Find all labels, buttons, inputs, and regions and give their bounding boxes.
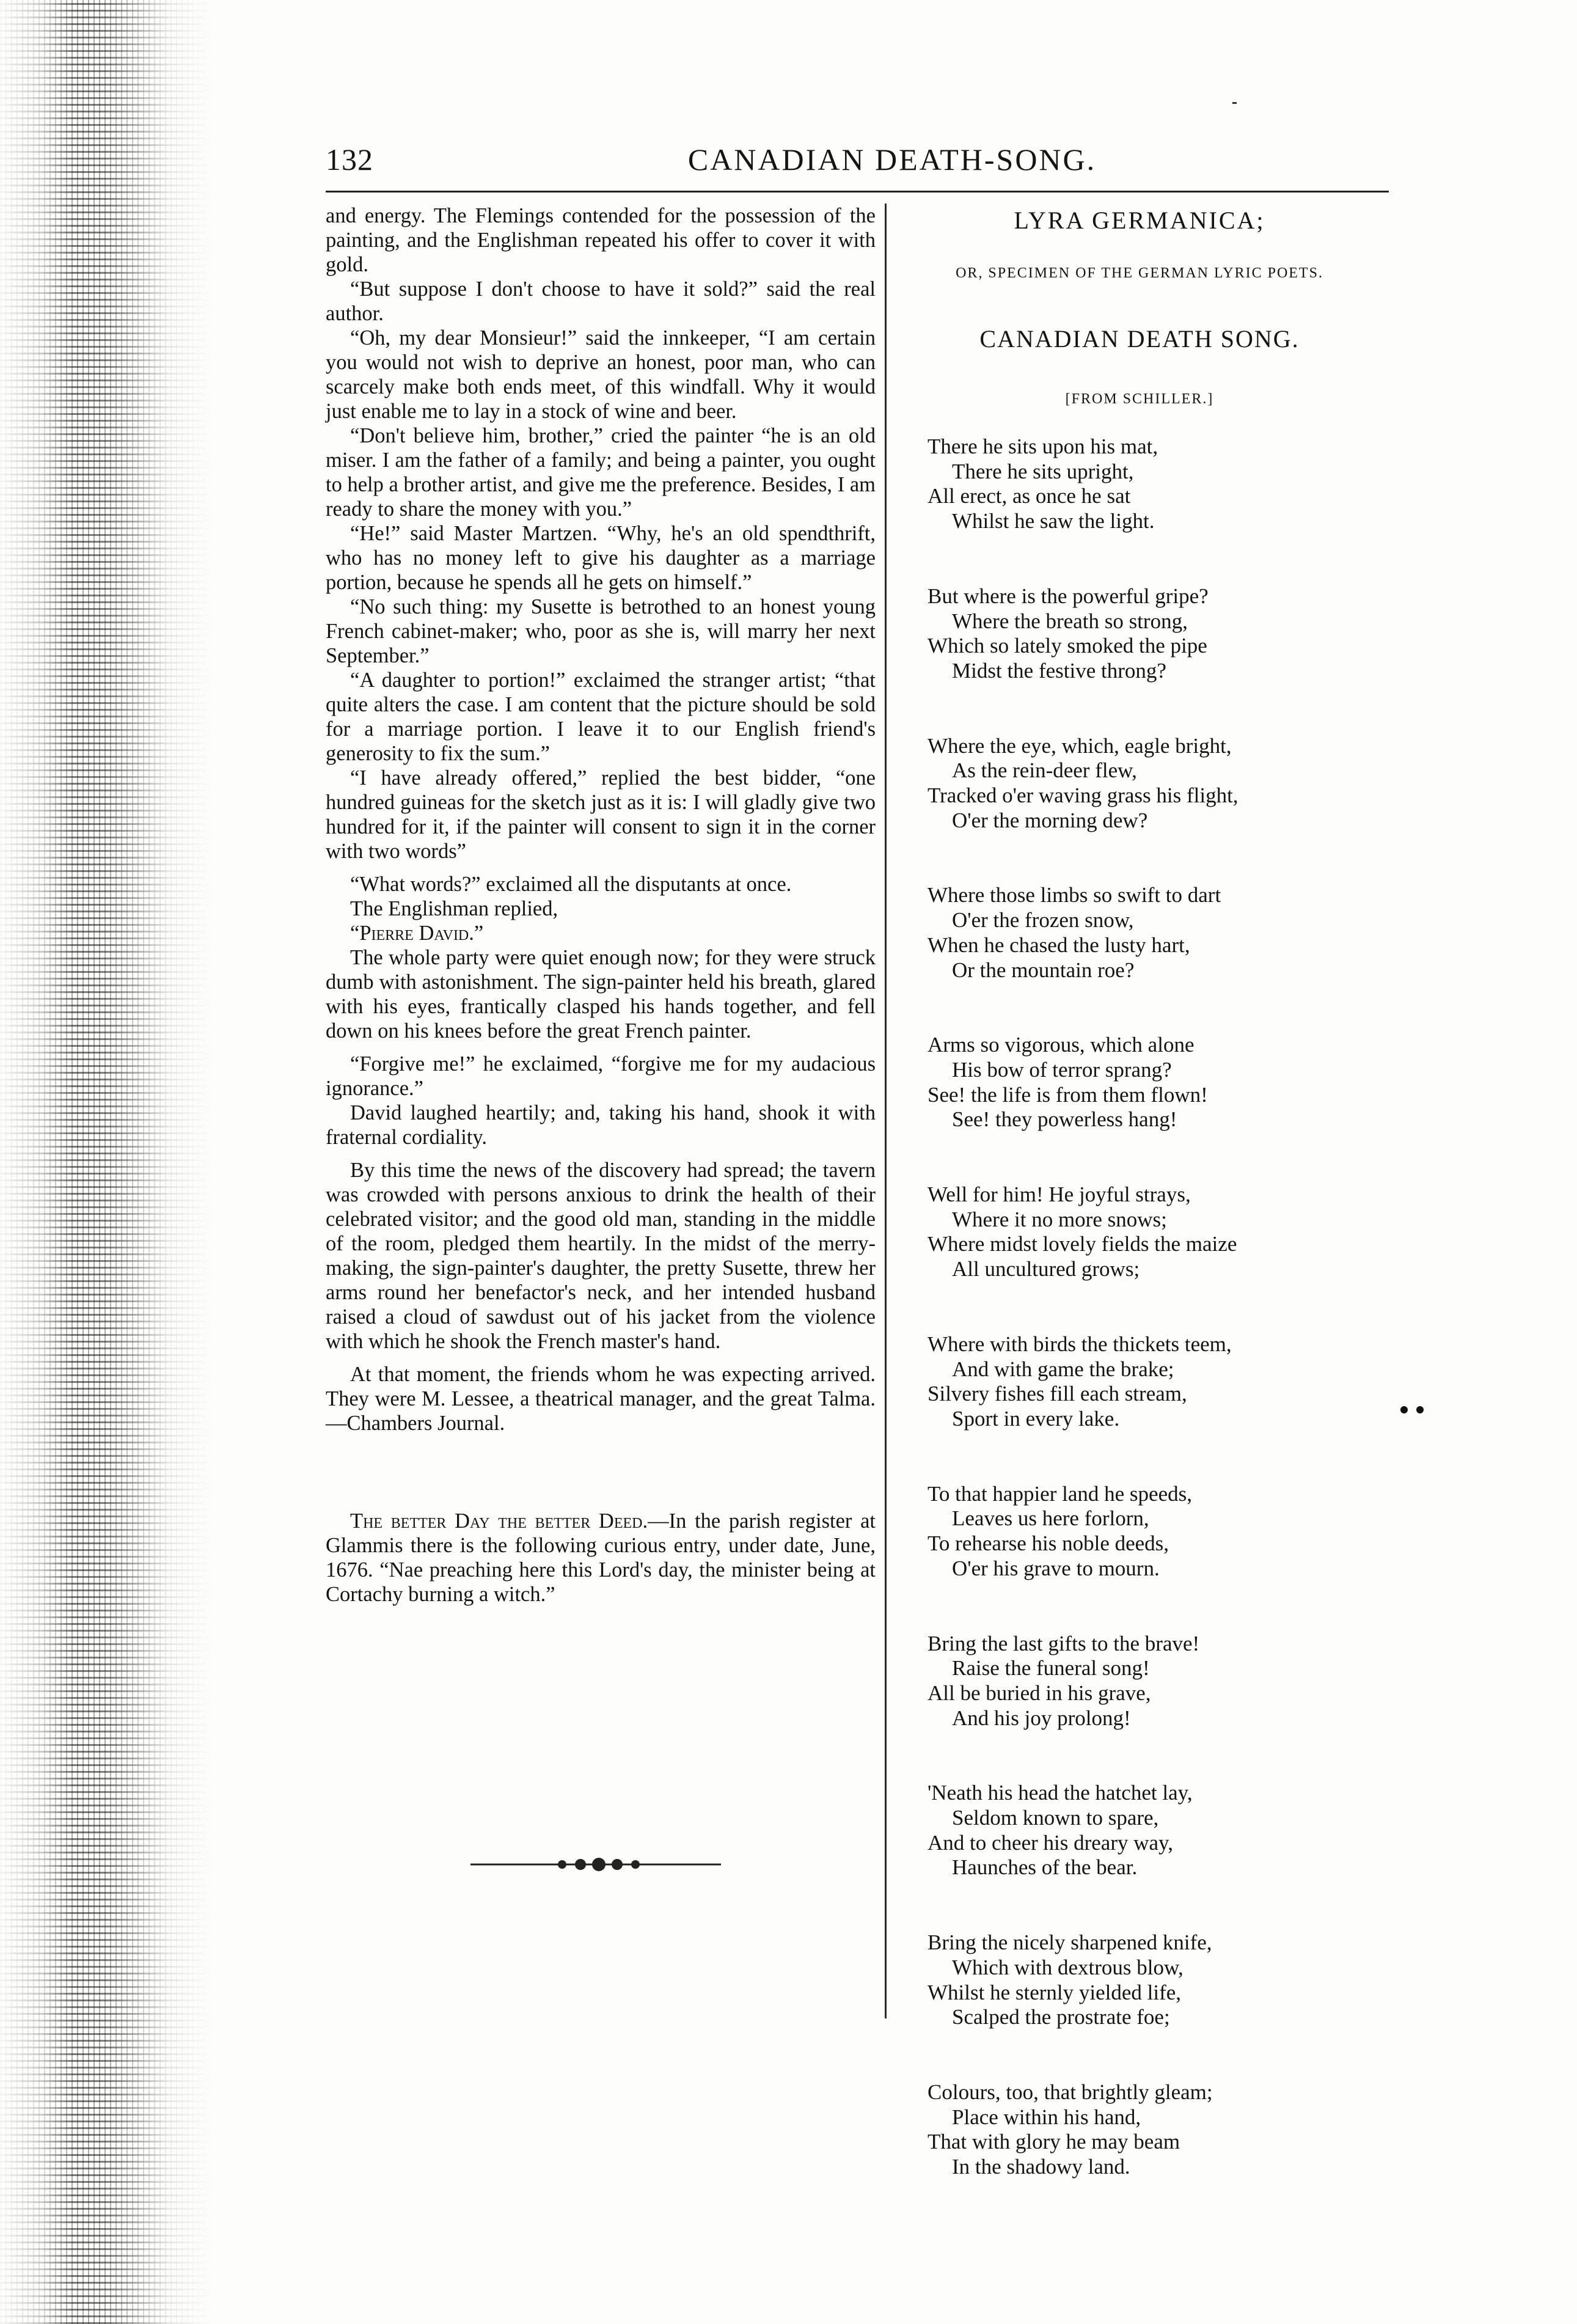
poem-line: Whilst he saw the light. bbox=[952, 509, 1155, 533]
poem-line: 'Neath his head the hatchet lay, bbox=[928, 1781, 1193, 1805]
poem-line: Bring the last gifts to the brave! bbox=[928, 1631, 1200, 1655]
poem-line: Where midst lovely fields the maize bbox=[928, 1232, 1237, 1256]
paragraph: “I have already offered,” replied the best bidder, “one hundred guineas for the sketch just as it is: I will gladly give two hundred for it, if the painter will consent to sign it in the corner with two words” bbox=[326, 766, 876, 863]
poem-stanza bbox=[928, 2080, 1367, 2180]
poem-line: But where is the powerful gripe? bbox=[928, 584, 1209, 608]
poem-line: O'er his grave to mourn. bbox=[952, 1556, 1160, 1580]
poem-line: Place within his hand, bbox=[952, 2105, 1141, 2129]
poem-line: Or the mountain roe? bbox=[952, 958, 1135, 982]
paragraph: By this time the news of the discovery had spread; the tavern was crowded with persons anxious to drink the health of their celebrated visitor; and the good old man, standing in the middle of the room, pledged them heartily. In the midst of the merry-making, the sign-painter's daughter, the pretty Susette, threw her arms round her benefactor's neck, and her intended husband raised a cloud of sawdust out of his jacket from the violence with which he shook the French master's hand. bbox=[326, 1159, 876, 1353]
poem-stanza bbox=[928, 1781, 1367, 1880]
paragraph: “No such thing: my Susette is betrothed to an honest young French cabinet-maker; who, poor as she is, will marry her next September.” bbox=[326, 595, 876, 667]
page-binding-edge bbox=[0, 0, 211, 2324]
poem-line: Scalped the prostrate foe; bbox=[952, 2005, 1170, 2029]
paragraph: “He!” said Master Martzen. “Why, he's an old spendthrift, who has no money left to give his daughter as a marriage portion, because he spends all he gets on himself.” bbox=[326, 522, 876, 594]
poem-line: That with glory he may beam bbox=[928, 2130, 1180, 2154]
paragraph: “What words?” exclaimed all the disputants at once. bbox=[350, 873, 792, 896]
poem-line: And with game the brake; bbox=[952, 1357, 1174, 1381]
poem-line: Colours, too, that brightly gleam; bbox=[928, 2080, 1213, 2104]
poem-line: And to cheer his dreary way, bbox=[928, 1830, 1174, 1855]
paragraph: The Englishman replied, bbox=[350, 897, 558, 920]
note-text: —In the parish register at Glammis there is the following curious entry, under date, June, 1676. “Nae preaching here this Lord's day, the minister being at Cortachy burning a witch.” bbox=[326, 1509, 876, 1606]
poem-stanza bbox=[928, 883, 1367, 983]
poem-line: As the rein-deer flew, bbox=[952, 758, 1137, 783]
poem-line: Tracked o'er waving grass his flight, bbox=[928, 783, 1239, 808]
poem-line: Silvery fishes fill each stream, bbox=[928, 1382, 1187, 1406]
paragraph: David laughed heartily; and, taking his hand, shook it with fraternal cordiality. bbox=[326, 1101, 876, 1149]
paragraph: At that moment, the friends whom he was expecting arrived. They were M. Lessee, a theatrical manager, and the great Talma.—Chambers Journal. bbox=[326, 1363, 876, 1435]
paragraph: “But suppose I don't choose to have it sold?” said the real author. bbox=[326, 277, 876, 325]
poem-stanza bbox=[928, 1632, 1367, 1731]
poem-line: See! the life is from them flown! bbox=[928, 1082, 1208, 1107]
ornament-space bbox=[326, 1435, 876, 1509]
poem-title: CANADIAN DEATH SONG. bbox=[979, 325, 1300, 353]
poem-line: Which so lately smoked the pipe bbox=[928, 634, 1207, 658]
column-rule bbox=[885, 203, 887, 2018]
paragraph: “A daughter to portion!” exclaimed the stranger artist; “that quite alters the case. I am content that the picture should be sold for a marriage portion. I leave it to our English friend's generosity to fix the sum.” bbox=[326, 669, 876, 765]
poem-line: In the shadowy land. bbox=[952, 2155, 1130, 2179]
paragraph: “Oh, my dear Monsieur!” said the innkeeper, “I am certain you would not wish to deprive an honest, poor man, who can scarcely make both ends meet, of this windfall. Why it would just enable me to lay in a stock of wine and beer. bbox=[326, 326, 876, 423]
poem-source: [FROM SCHILLER.] bbox=[1065, 391, 1214, 407]
poem-line: O'er the frozen snow, bbox=[952, 908, 1134, 933]
poem-stanza bbox=[928, 584, 1367, 684]
poem-stanza bbox=[928, 1033, 1367, 1132]
paragraph: The whole party were quiet enough now; for they were struck dumb with astonishment. The sign-painter held his breath, glared with his eyes, frantically clasped his hands together, and fell down on his knees before the great French painter. bbox=[326, 946, 876, 1043]
poem-line: Leaves us here forlorn, bbox=[952, 1506, 1149, 1531]
series-title: LYRA GERMANICA; bbox=[1014, 207, 1265, 234]
poem-line: Where the breath so strong, bbox=[952, 609, 1188, 633]
poem-line: Where those limbs so swift to dart bbox=[928, 883, 1221, 907]
series-subtitle: OR, SPECIMEN OF THE GERMAN LYRIC POETS. bbox=[956, 265, 1323, 281]
poem-body bbox=[928, 434, 1367, 2230]
poem-line: And his joy prolong! bbox=[952, 1706, 1131, 1730]
poem-line: When he chased the lusty hart, bbox=[928, 933, 1190, 957]
poem-line: Raise the funeral song! bbox=[952, 1656, 1150, 1681]
poem-line: Seldom known to spare, bbox=[952, 1806, 1159, 1830]
poem-line: Where it no more snows; bbox=[952, 1207, 1167, 1231]
paragraph: “Forgive me!” he exclaimed, “forgive me for my audacious ignorance.” bbox=[326, 1052, 876, 1100]
poem-line: To that happier land he speeds, bbox=[928, 1481, 1192, 1506]
poem-line: Arms so vigorous, which alone bbox=[928, 1033, 1195, 1057]
poem-stanza bbox=[928, 1182, 1367, 1282]
stray-ink-marks bbox=[1400, 1406, 1432, 1417]
ornament-divider bbox=[470, 1855, 721, 1874]
paragraph: “Pierre David.” bbox=[350, 922, 484, 945]
note-paragraph bbox=[326, 1509, 876, 1607]
poem-line: O'er the morning dew? bbox=[952, 808, 1148, 832]
poem-line: There he sits upright, bbox=[952, 459, 1134, 483]
poem-line: Bring the nicely sharpened knife, bbox=[928, 1930, 1212, 1955]
poem-stanza bbox=[928, 434, 1367, 534]
poem-line: Which with dextrous blow, bbox=[952, 1955, 1184, 1979]
poem-stanza bbox=[928, 1332, 1367, 1432]
poem-stanza bbox=[928, 1482, 1367, 1582]
poem-line: His bow of terror sprang? bbox=[952, 1057, 1172, 1082]
poem-line: Where with birds the thickets teem, bbox=[928, 1332, 1232, 1356]
running-title: CANADIAN DEATH-SONG. bbox=[687, 142, 1097, 177]
left-column bbox=[326, 203, 876, 1607]
poem-line: Sport in every lake. bbox=[952, 1406, 1120, 1431]
header-rule bbox=[326, 191, 1389, 192]
poem-line: Where the eye, which, eagle bright, bbox=[928, 733, 1232, 758]
paragraph: “Don't believe him, brother,” cried the painter “he is an old miser. I am the father of a family; and being a painter, you ought to help a brother artist, and give me the preference. Besides, I am ready to share the money with you.” bbox=[326, 424, 876, 521]
note-heading: The better Day the better Deed. bbox=[350, 1509, 648, 1533]
poem-line: Whilst he sternly yielded life, bbox=[928, 1980, 1182, 2004]
print-speck bbox=[1232, 102, 1237, 104]
poem-line: All erect, as once he sat bbox=[928, 484, 1131, 508]
poem-line: There he sits upon his mat, bbox=[928, 434, 1158, 458]
poem-line: See! they powerless hang! bbox=[952, 1107, 1177, 1132]
poem-line: Well for him! He joyful strays, bbox=[928, 1182, 1191, 1207]
poem-line: Midst the festive throng? bbox=[952, 658, 1166, 683]
poem-line: All uncultured grows; bbox=[952, 1257, 1140, 1281]
poem-stanza bbox=[928, 734, 1367, 834]
poem-stanza bbox=[928, 1930, 1367, 2030]
poem-line: Haunches of the bear. bbox=[952, 1855, 1138, 1880]
page-number: 132 bbox=[326, 142, 373, 177]
poem-line: All be buried in his grave, bbox=[928, 1681, 1151, 1705]
right-column bbox=[898, 203, 1381, 2179]
poem-line: To rehearse his noble deeds, bbox=[928, 1531, 1169, 1556]
paragraph: and energy. The Flemings contended for the possession of the painting, and the Englishman repeated his offer to cover it with gold. bbox=[326, 204, 876, 276]
